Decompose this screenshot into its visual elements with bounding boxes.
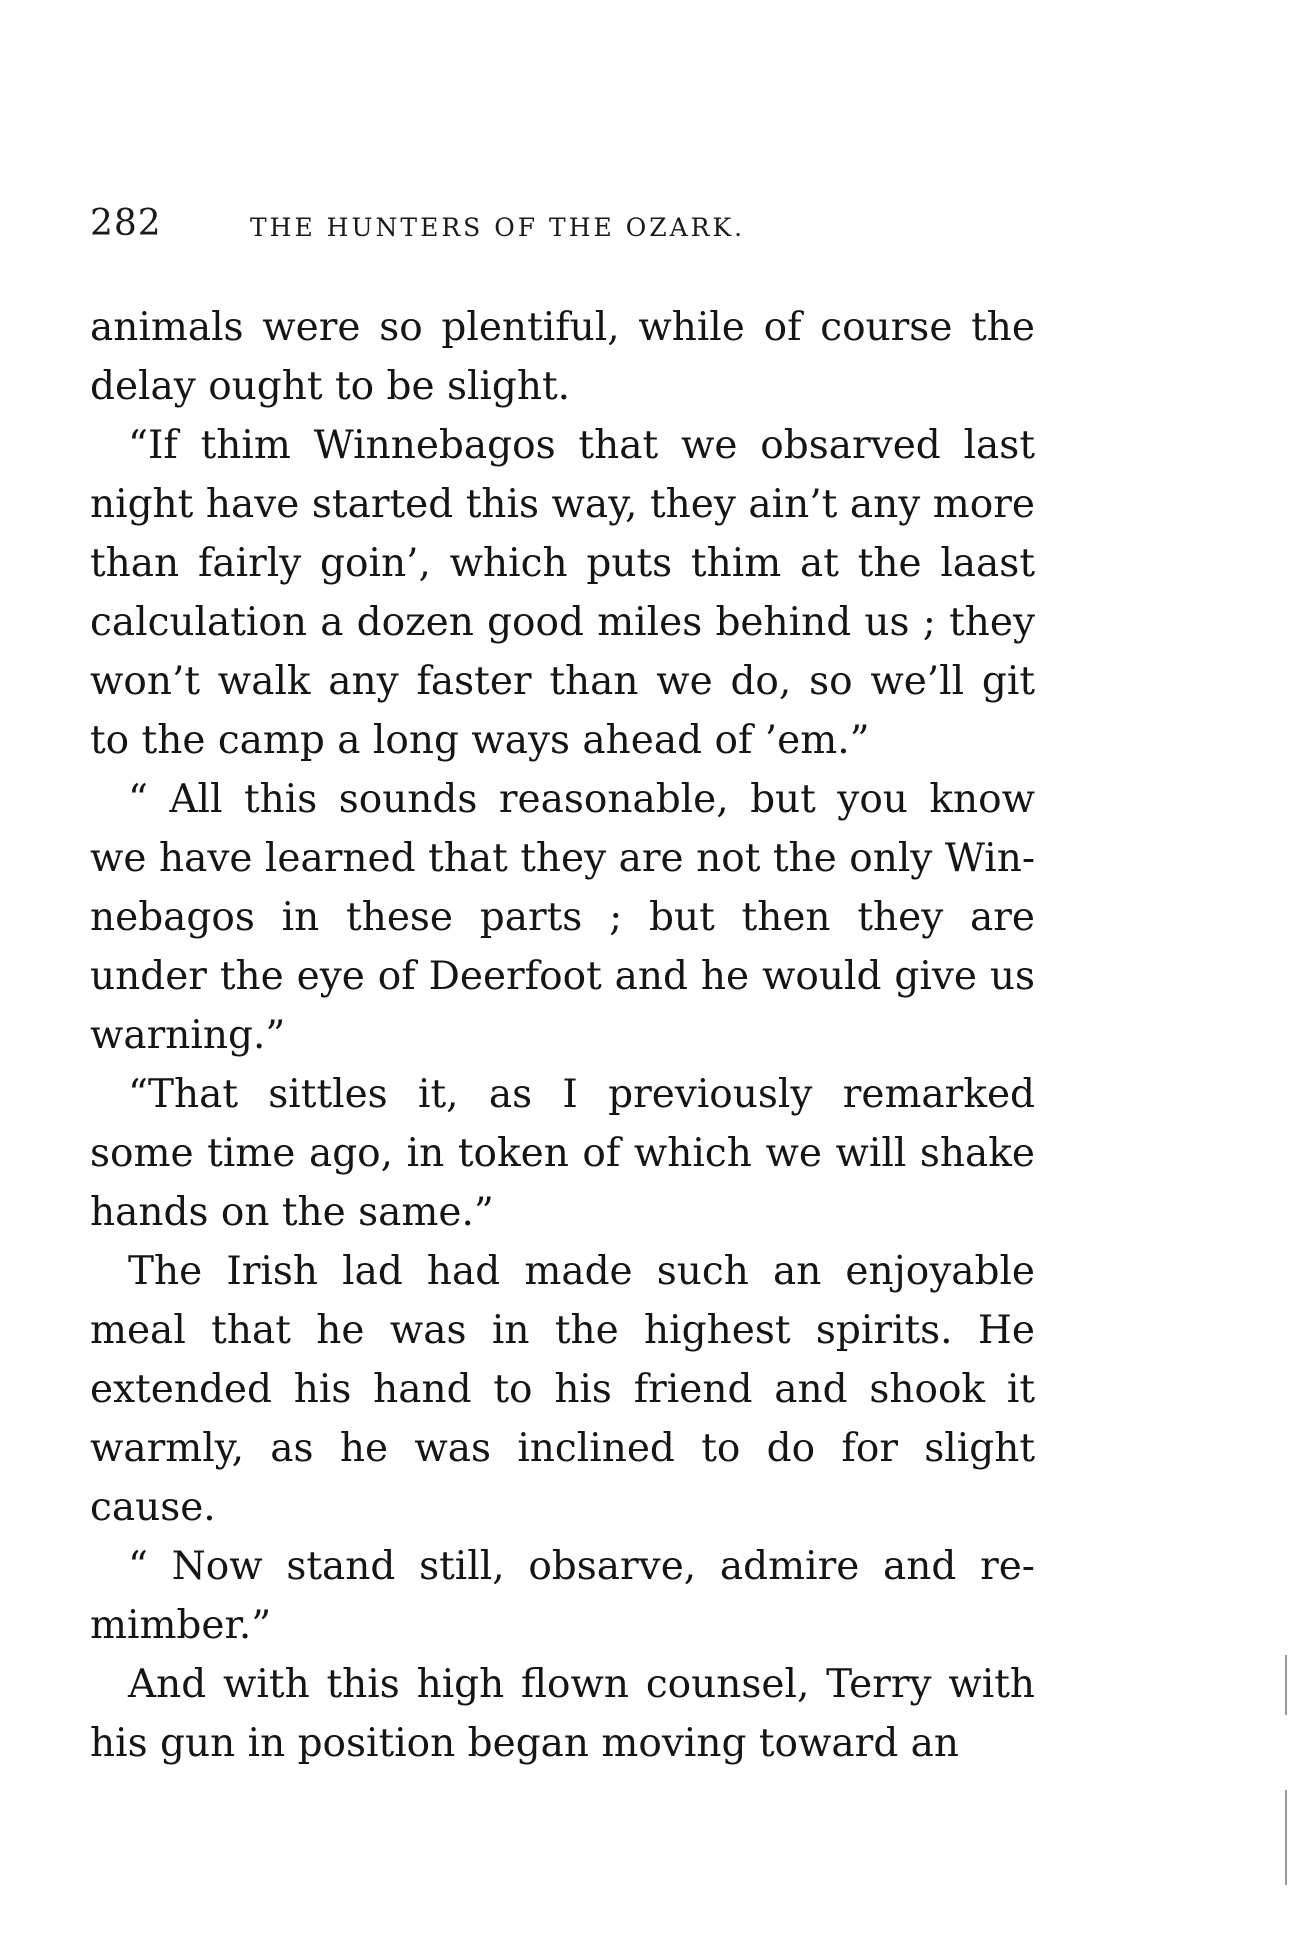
paragraph-closing: And with this high flown counsel, Terry with his gun in position began moving toward an (90, 1662, 1035, 1766)
paragraph-dialogue-terry-3: “ Now stand still, obsarve, admire and re-mimber.” (90, 1544, 1035, 1648)
page-number: 282 (90, 203, 162, 244)
body-text (90, 298, 1035, 1773)
scan-margin-mark (1285, 1790, 1287, 1885)
paragraph-continuation: animals were so plentiful, while of course the delay ought to be slight. (90, 305, 1035, 409)
paragraph-dialogue-terry-2: “That sittles it, as I previously remarked some time ago, in token of which we will shake hands on the same.” (90, 1072, 1035, 1235)
page-header (90, 203, 1040, 253)
paragraph-dialogue-terry-1: “If thim Winnebagos that we obsarved last night have started this way, they ain’t any more than fairly goin’, which puts thim at the laast calculation a dozen good miles behind us ; they won’t walk any faster than we do, so we’ll git to the camp a long ways ahead of ’em.” (90, 423, 1035, 763)
paragraph-dialogue-reply: “ All this sounds reasonable, but you know we have learned that they are not the only Win-nebagos in these parts ; but then they are under the eye of Deerfoot and he would give us warning.” (90, 777, 1035, 1058)
paragraph-narration: The Irish lad had made such an enjoyable meal that he was in the highest spirits. He extended his hand to his friend and shook it warmly, as he was inclined to do for slight cause. (90, 1249, 1035, 1530)
scan-margin-mark (1285, 1655, 1287, 1715)
running-title: THE HUNTERS OF THE OZARK. (250, 213, 746, 242)
